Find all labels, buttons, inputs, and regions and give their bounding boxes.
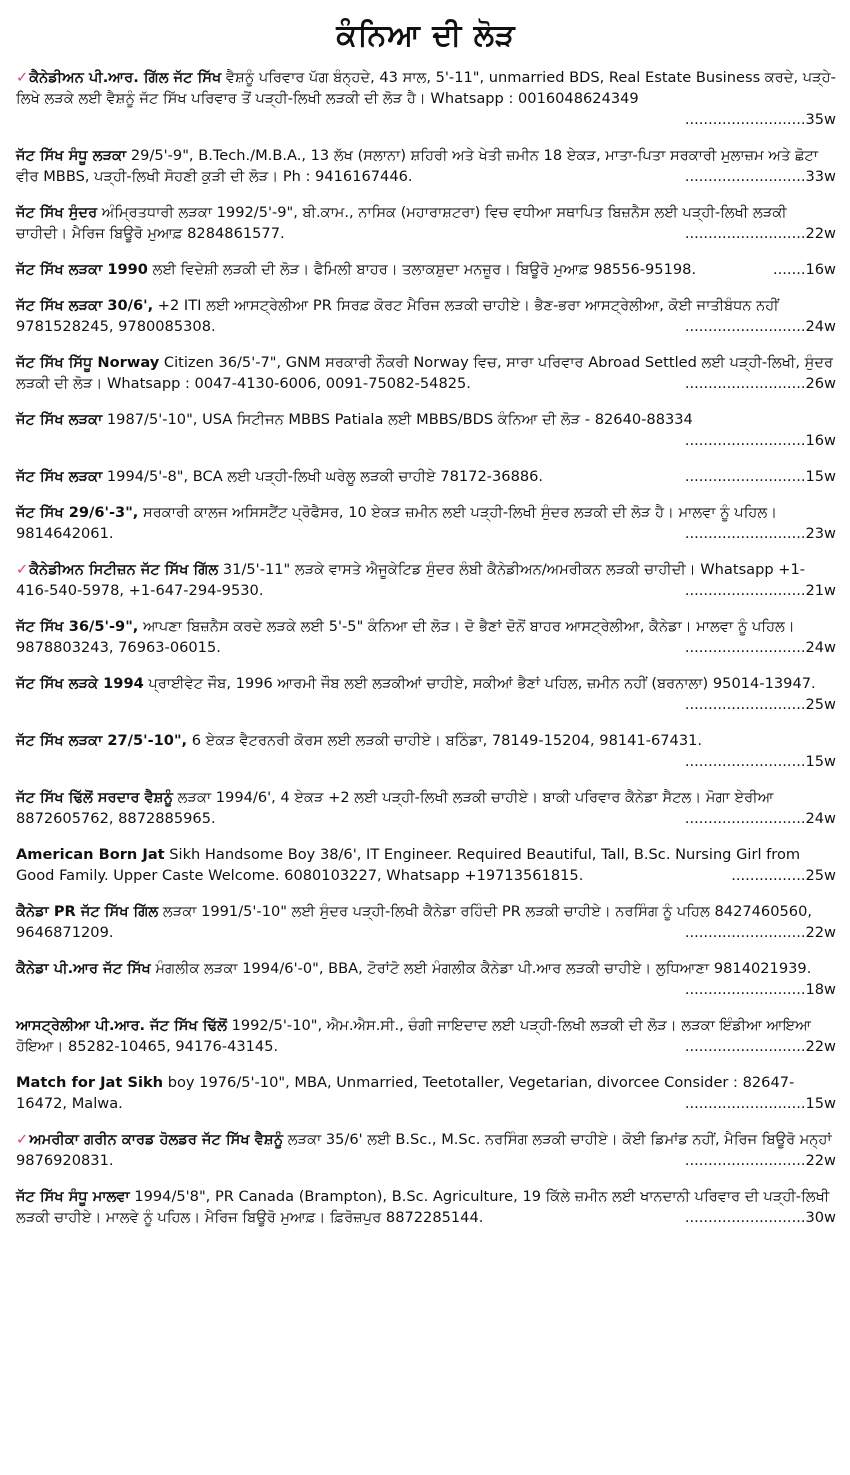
ad-text: 1994/5'8", PR Canada (Brampton), B.Sc. Agriculture, 19 ਕਿੱਲੇ ਜ਼ਮੀਨ ਲਈ ਖਾਨਦਾਨੀ ਪਰਿਵਾਰ ਦੀ ਪੜ੍ਹੀ-ਲਿਖੀ ਲੜਕੀ ਚਾਹੀਏ। ਮਾਲਵੇ ਨੂੰ ਪਹਿਲ। ਮੈਰਿਜ ਬਿਊਰੋ ਮੁਆਫ਼। ਫ਼ਿਰੋਜ਼ਪੁਰ 8872285144.: [16, 1188, 830, 1226]
ad-lead: ਜੱਟ ਸਿੱਖ ਲੜਕਾ 1990: [16, 261, 148, 278]
ad-lead: ਜੱਟ ਸਿੱਖ ਸੰਧੂ ਮਾਲਵਾ: [16, 1188, 130, 1205]
classified-ad: [16, 787, 836, 829]
ad-text: ਵੈਸ਼ਨੂੰ ਪਰਿਵਾਰ ਪੱਗ ਬੰਨ੍ਹਦੇ, 43 ਸਾਲ, 5'-11", unmarried BDS, Real Estate Business ਕਰਦੇ, ਪੜ੍ਹੇ-ਲਿਖੇ ਲੜਕੇ ਲਈ ਵੈਸ਼ਨੂੰ ਜੱਟ ਸਿੱਖ ਪਰਿਵਾਰ ਤੋਂ ਪੜ੍ਹੀ-ਲਿਖੀ ਲੜਕੀ ਦੀ ਲੋੜ ਹੈ। Whatsapp : 0016048624349: [16, 69, 836, 107]
ad-lead: ਜੱਟ ਸਿੱਖ ਢਿੱਲੋਂ ਸਰਦਾਰ ਵੈਸ਼ਨੂੰ: [16, 789, 173, 806]
ad-lead: ਆਸਟ੍ਰੇਲੀਆ ਪੀ.ਆਰ. ਜੱਟ ਸਿੱਖ ਢਿੱਲੋਂ: [16, 1017, 227, 1034]
ad-price: ..........................16w: [684, 432, 836, 449]
ad-price: ..........................24w: [684, 810, 836, 827]
ad-lead: Match for Jat Sikh: [16, 1074, 164, 1091]
classified-ad: [16, 466, 836, 487]
ad-text: ਲਈ ਵਿਦੇਸ਼ੀ ਲੜਕੀ ਦੀ ਲੋੜ। ਫੈਮਿਲੀ ਬਾਹਰ। ਤਲਾਕਸ਼ੁਦਾ ਮਨਜ਼ੂਰ। ਬਿਊਰੋ ਮੁਆਫ਼ 98556-95198.: [147, 261, 697, 278]
ad-price: ................25w: [731, 867, 836, 884]
ad-lead: ਕੈਨੇਡਾ PR ਜੱਟ ਸਿੱਖ ਗਿੱਲ: [16, 903, 159, 920]
ad-price: ..........................15w: [684, 468, 836, 485]
classified-ad: [16, 502, 836, 544]
checkmark-icon: ✓: [16, 1131, 29, 1148]
ad-price: ..........................22w: [684, 924, 836, 941]
ad-text: +2 ITI ਲਈ ਆਸਟ੍ਰੇਲੀਆ PR ਸਿਰਫ਼ ਕੋਰਟ ਮੈਰਿਜ ਲੜਕੀ ਚਾਹੀਏ। ਭੈਣ-ਭਰਾ ਆਸਟ੍ਰੇਲੀਆ, ਕੋਈ ਜਾਤੀਬੰਧਨ ਨਹੀਂ 9781528245, 9780085308.: [16, 297, 779, 335]
ad-lead: ਜੱਟ ਸਿੱਖ ਲੜਕਾ 27/5'-10",: [16, 732, 188, 749]
ad-text: 1992/5'-10", ਐਮ.ਐਸ.ਸੀ., ਚੰਗੀ ਜਾਇਦਾਦ ਲਈ ਪੜ੍ਹੀ-ਲਿਖੀ ਲੜਕੀ ਦੀ ਲੋੜ। ਲੜਕਾ ਇੰਡੀਆ ਆਇਆ ਹੋਇਆ। 85282-10465, 94176-43145.: [16, 1017, 812, 1055]
ad-text: boy 1976/5'-10", MBA, Unmarried, Teetotaller, Vegetarian, divorcee Consider : 82647-16472, Malwa.: [16, 1074, 795, 1112]
ad-text: 1994/5'-8", BCA ਲਈ ਪੜ੍ਹੀ-ਲਿਖੀ ਘਰੇਲੂ ਲੜਕੀ ਚਾਹੀਏ 78172-36886.: [102, 468, 544, 485]
ad-lead: ਕੈਨੇਡਾ ਪੀ.ਆਰ ਜੱਟ ਸਿੱਖ: [16, 960, 151, 977]
ad-price: ..........................22w: [684, 225, 836, 242]
ad-price: ..........................24w: [684, 318, 836, 335]
ad-lead: ਕੈਨੇਡੀਅਨ ਸਿਟੀਜ਼ਨ ਜੱਟ ਸਿੱਖ ਗਿੱਲ: [29, 561, 219, 578]
classified-ad: [16, 673, 836, 715]
ad-text: ਲੜਕਾ 35/6' ਲਈ B.Sc., M.Sc. ਨਰਸਿੰਗ ਲੜਕੀ ਚਾਹੀਏ। ਕੋਈ ਡਿਮਾਂਡ ਨਹੀਂ, ਮੈਰਿਜ ਬਿਊਰੋ ਮਨ੍ਹਾਂ 9876920831.: [16, 1131, 832, 1169]
classified-ad: [16, 259, 836, 280]
classified-ad: [16, 616, 836, 658]
page-title: ਕੰਨਿਆ ਦੀ ਲੋੜ: [336, 18, 516, 53]
ad-price: .......16w: [773, 261, 836, 278]
classified-ad: [16, 1186, 836, 1228]
ad-lead: American Born Jat: [16, 846, 165, 863]
ad-price: ..........................24w: [684, 639, 836, 656]
classified-ad: [16, 1072, 836, 1114]
ad-text: 31/5'-11" ਲੜਕੇ ਵਾਸਤੇ ਐਜੂਕੇਟਿਡ ਸੁੰਦਰ ਲੰਬੀ ਕੈਨੇਡੀਅਨ/ਅਮਰੀਕਨ ਲੜਕੀ ਚਾਹੀਦੀ। Whatsapp +1-416-540-5978, +1-647-294-9530.: [16, 561, 806, 599]
classified-ad: [16, 1015, 836, 1057]
ad-lead: ਜੱਟ ਸਿੱਖ ਸੁੰਦਰ: [16, 204, 98, 221]
classified-ad: [16, 295, 836, 337]
ad-price: ..........................21w: [684, 582, 836, 599]
classified-ad: [16, 730, 836, 772]
ad-lead: ਜੱਟ ਸਿੱਖ ਲੜਕੇ 1994: [16, 675, 144, 692]
ads-list: [16, 67, 836, 1228]
ad-price: ..........................25w: [684, 696, 836, 713]
classified-ad: [16, 145, 836, 187]
classified-ad: [16, 844, 836, 886]
ad-price: ..........................22w: [684, 1152, 836, 1169]
checkmark-icon: ✓: [16, 69, 29, 86]
classified-ad: [16, 409, 836, 451]
ad-lead: ਜੱਟ ਸਿੱਖ ਸਿੱਧੂ Norway: [16, 354, 160, 371]
ad-lead: ਅਮਰੀਕਾ ਗਰੀਨ ਕਾਰਡ ਹੋਲਡਰ ਜੱਟ ਸਿੱਖ ਵੈਸ਼ਨੂੰ: [29, 1131, 284, 1148]
ad-price: ..........................22w: [684, 1038, 836, 1055]
classified-ad: [16, 202, 836, 244]
ad-text: ਲੜਕਾ 1994/6', 4 ਏਕੜ +2 ਲਈ ਪੜ੍ਹੀ-ਲਿਖੀ ਲੜਕੀ ਚਾਹੀਏ। ਬਾਕੀ ਪਰਿਵਾਰ ਕੈਨੇਡਾ ਸੈਟਲ। ਮੋਗਾ ਏਰੀਆ 8872605762, 8872885965.: [16, 789, 774, 827]
ad-text: ਆਪਣਾ ਬਿਜ਼ਨੈਸ ਕਰਦੇ ਲੜਕੇ ਲਈ 5'-5" ਕੰਨਿਆ ਦੀ ਲੋੜ। ਦੋ ਭੈਣਾਂ ਦੋਨੋਂ ਬਾਹਰ ਆਸਟ੍ਰੇਲੀਆ, ਕੈਨੇਡਾ। ਮਾਲਵਾ ਨੂੰ ਪਹਿਲ। 9878803243, 76963-06015.: [16, 618, 795, 656]
ad-lead: ਜੱਟ ਸਿੱਖ ਲੜਕਾ 30/6',: [16, 297, 154, 314]
ad-price: ..........................15w: [684, 1095, 836, 1112]
checkmark-icon: ✓: [16, 561, 29, 578]
ad-text: Citizen 36/5'-7", GNM ਸਰਕਾਰੀ ਨੌਕਰੀ Norway ਵਿਚ, ਸਾਰਾ ਪਰਿਵਾਰ Abroad Settled ਲਈ ਪੜ੍ਹੀ-ਲਿਖੀ, ਸੁੰਦਰ ਲੜਕੀ ਦੀ ਲੋੜ। Whatsapp : 0047-4130-6006, 0091-75082-54825.: [16, 354, 834, 392]
ad-text: ਮੰਗਲੀਕ ਲੜਕਾ 1994/6'-0", BBA, ਟੋਰਾਂਟੋ ਲਈ ਮੰਗਲੀਕ ਕੈਨੇਡਾ ਪੀ.ਆਰ ਲੜਕੀ ਚਾਹੀਏ। ਲੁਧਿਆਣਾ 9814021939.: [150, 960, 812, 977]
classified-ad: [16, 352, 836, 394]
ad-lead: ਕੈਨੇਡੀਅਨ ਪੀ.ਆਰ. ਗਿੱਲ ਜੱਟ ਸਿੱਖ: [29, 69, 222, 86]
classified-ad: [16, 958, 836, 1000]
ad-text: ਸਰਕਾਰੀ ਕਾਲਜ ਅਸਿਸਟੈਂਟ ਪ੍ਰੋਫੈਸਰ, 10 ਏਕੜ ਜ਼ਮੀਨ ਲਈ ਪੜ੍ਹੀ-ਲਿਖੀ ਸੁੰਦਰ ਲੜਕੀ ਦੀ ਲੋੜ ਹੈ। ਮਾਲਵਾ ਨੂੰ ਪਹਿਲ। 9814642061.: [16, 504, 778, 542]
classified-ad: [16, 901, 836, 943]
ad-lead: ਜੱਟ ਸਿੱਖ 29/6'-3",: [16, 504, 139, 521]
ad-text: ਪ੍ਰਾਈਵੇਟ ਜੌਬ, 1996 ਆਰਮੀ ਜੌਬ ਲਈ ਲੜਕੀਆਂ ਚਾਹੀਏ, ਸਕੀਆਂ ਭੈਣਾਂ ਪਹਿਲ, ਜ਼ਮੀਨ ਨਹੀਂ (ਬਰਨਾਲਾ) 95014-13947.: [143, 675, 816, 692]
ad-lead: ਜੱਟ ਸਿੱਖ ਲੜਕਾ: [16, 411, 103, 428]
ad-price: ..........................30w: [684, 1209, 836, 1226]
ad-lead: ਜੱਟ ਸਿੱਖ ਸੰਧੂ ਲੜਕਾ: [16, 147, 127, 164]
ad-price: ..........................18w: [684, 981, 836, 998]
ad-text: 6 ਏਕੜ ਵੈਟਰਨਰੀ ਕੋਰਸ ਲਈ ਲੜਕੀ ਚਾਹੀਏ। ਬਠਿੰਡਾ, 78149-15204, 98141-67431.: [187, 732, 703, 749]
classified-ad: [16, 559, 836, 601]
ad-price: ..........................26w: [684, 375, 836, 392]
classified-ad: [16, 67, 836, 130]
ad-price: ..........................15w: [684, 753, 836, 770]
ad-text: 1987/5'-10", USA ਸਿਟੀਜਨ MBBS Patiala ਲਈ MBBS/BDS ਕੰਨਿਆ ਦੀ ਲੋੜ - 82640-88334: [102, 411, 693, 428]
ad-text: ਅੰਮ੍ਰਿਤਧਾਰੀ ਲੜਕਾ 1992/5'-9", ਬੀ.ਕਾਮ., ਨਾਸਿਕ (ਮਹਾਰਾਸ਼ਟਰਾ) ਵਿਚ ਵਧੀਆ ਸਥਾਪਿਤ ਬਿਜ਼ਨੈਸ ਲਈ ਪੜ੍ਹੀ-ਲਿਖੀ ਲੜਕੀ ਚਾਹੀਦੀ। ਮੈਰਿਜ ਬਿਊਰੋ ਮੁਆਫ਼ 8284861577.: [16, 204, 787, 242]
ad-price: ..........................23w: [684, 525, 836, 542]
ad-price: ..........................35w: [684, 111, 836, 128]
ad-lead: ਜੱਟ ਸਿੱਖ 36/5'-9",: [16, 618, 139, 635]
ad-text: ਲੜਕਾ 1991/5'-10" ਲਈ ਸੁੰਦਰ ਪੜ੍ਹੀ-ਲਿਖੀ ਕੈਨੇਡਾ ਰਹਿੰਦੀ PR ਲੜਕੀ ਚਾਹੀਏ। ਨਰਸਿੰਗ ਨੂੰ ਪਹਿਲ 8427460560, 9646871209.: [16, 903, 813, 941]
classified-ad: [16, 1129, 836, 1171]
ad-price: ..........................33w: [684, 168, 836, 185]
ad-lead: ਜੱਟ ਸਿੱਖ ਲੜਕਾ: [16, 468, 103, 485]
ad-text: 29/5'-9", B.Tech./M.B.A., 13 ਲੱਖ (ਸਲਾਨਾ) ਸ਼ਹਿਰੀ ਅਤੇ ਖੇਤੀ ਜ਼ਮੀਨ 18 ਏਕੜ, ਮਾਤਾ-ਪਿਤਾ ਸਰਕਾਰੀ ਮੁਲਾਜ਼ਮ ਅਤੇ ਛੋਟਾ ਵੀਰ MBBS, ਪੜ੍ਹੀ-ਲਿਖੀ ਸੋਹਣੀ ਕੁੜੀ ਦੀ ਲੋੜ। Ph : 9416167446.: [16, 147, 819, 185]
ad-text: Sikh Handsome Boy 38/6', IT Engineer. Required Beautiful, Tall, B.Sc. Nursing Girl from Good Family. Upper Caste Welcome. 6080103227, Whatsapp +19713561815.: [16, 846, 801, 884]
